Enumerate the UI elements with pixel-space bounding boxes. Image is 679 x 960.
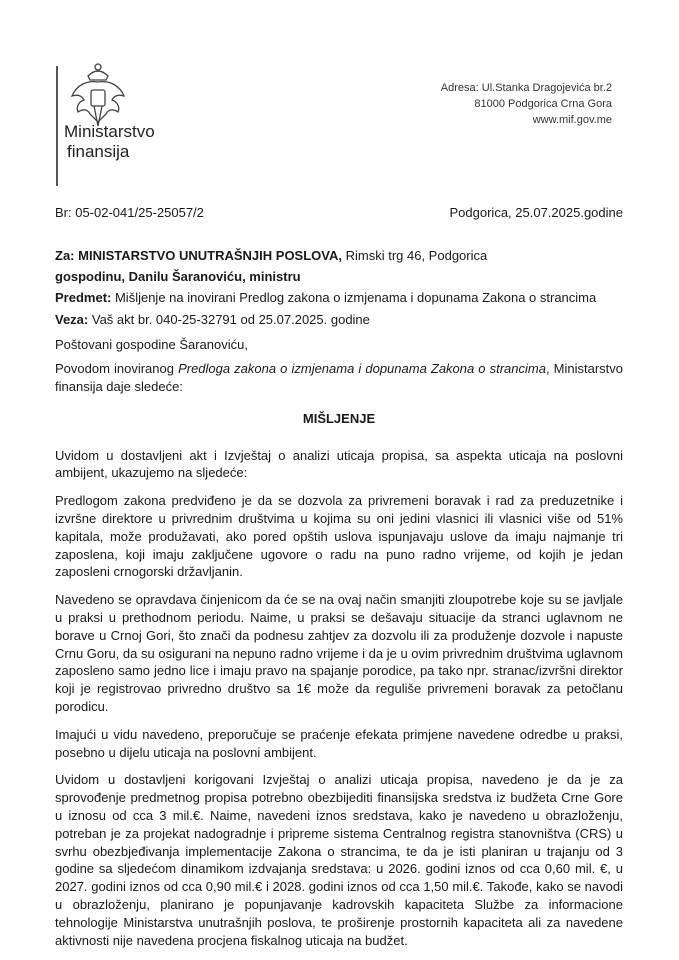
intro-after: , Ministarstvo finansija daje sledeće: — [55, 361, 624, 395]
paragraph: Navedeno se opravdava činjenicom da će se na ovaj način smanjiti zloupotrebe koje su se javljale u praksi u prethodnom periodu. Naime, u praksi se dešavaju situacije da stranci uglavnom ne borave u Crnoj Gori, što znači da podnesu zahtjev za dozvolu ili za produženje dozvole i napuste Crnu Goru, da su osigurani na nepuno radno vrijeme i da je u ovim privrednim društvima uglavnom zaposleno samo jedno lice i imaju pravo na spajanje porodice, pa tako npr. stranac/izvršni direktor koji je registrovao privredno društvo sa 1€ može da reguliše privremeni boravak za petočlanu porodicu. — [55, 592, 623, 715]
reference-link-line — [55, 311, 623, 329]
paragraph: Uvidom u dostavljeni akt i Izvještaj o analizi uticaja propisa, sa aspekta uticaja na poslovni ambijent, ukazujemo na sljedeće: — [55, 447, 623, 481]
address-block — [441, 80, 612, 128]
subject-label: Predmet: — [55, 290, 112, 306]
intro-paragraph — [55, 360, 623, 396]
intro-before: Povodom inoviranog — [55, 361, 179, 377]
coat-of-arms-icon — [68, 62, 128, 128]
paragraph: Predlogom zakona predviđeno je da se dozvola za privremeni boravak i rad za preduzetnike i izvršne direktore u privrednim društvima u kojima su oni jedini vlasnici ili vlasnici više od 51% kapitala, može produžavati, ako pored opštih uslova ispunjavaju uslove da imaju najmanje tri zaposlena, koji imaju zaključene ugovore o radu na puno radno vrijeme, od kojih je jedan zaposleni crnogorski državljanin. — [55, 493, 623, 580]
veza-text: Vaš akt br. 040-25-32791 od 25.07.2025. godine — [88, 311, 370, 327]
ministry-name-line2: finansija — [67, 142, 130, 161]
za-label: Za: — [55, 247, 75, 263]
reference-number: Br: 05-02-041/25-25057/2 — [55, 205, 204, 220]
ministry-name-line1: Ministarstvo — [64, 122, 155, 141]
letter-body — [55, 204, 623, 959]
reference-line — [55, 204, 623, 222]
place-date: Podgorica, 25.07.2025.godine — [449, 205, 623, 220]
recipient-address: Rimski trg 46, Podgorica — [342, 247, 488, 263]
letterhead-rule — [56, 66, 58, 186]
subject-line — [55, 289, 623, 307]
subject-text: Mišljenje na inovirani Predlog zakona o izmjenama i dopunama Zakona o strancima — [111, 290, 597, 306]
recipient-line — [55, 247, 623, 265]
salutation: Poštovani gospodine Šaranoviću, — [55, 337, 248, 353]
website-link[interactable]: www.mif.gov.me — [532, 114, 612, 126]
address-city: 81000 Podgorica Crna Gora — [474, 98, 612, 110]
paragraph: Imajući u vidu navedeno, preporučuje se praćenje efekata primjene navedene odredbe u praksi, posebno u dijelu uticaja na poslovni ambijent. — [55, 726, 623, 760]
document-heading: MIŠLJENJE — [302, 410, 376, 426]
recipient-org: MINISTARSTVO UNUTRAŠNJIH POSLOVA, — [78, 247, 342, 263]
recipient-person: gospodinu, Danilu Šaranoviću, ministru — [55, 269, 301, 285]
address-street: Adresa: Ul.Stanka Dragojevića br.2 — [440, 82, 612, 94]
paragraph: Uvidom u dostavljeni korigovani Izvještaj o analizi uticaja propisa, navedeno je da je za sprovođenje predmetnog propisa potrebno obezbijediti finansijska sredstva iz budžeta Crne Gore u iznosu od cca 3 mil.€. Naime, navedeni iznos sredstava, kako je navedeno u obrazloženju, potreban je za projekat nadogradnje i pripreme sistema Centralnog registra stanovništva (CRS) u svrhu obezbjeđivanja implementacije Zakona o strancima, te da je isti planiran u trajanju od 3 godine sa sljedećom dinamikom izdvajanja sredstava: u 2026. godini iznos od cca 0,60 mil. €, u 2027. godini iznos od cca 0,90 mil.€ i 2028. godini iznos od cca 1,50 mil.€. Takođe, kako se navodi u obrazloženju, planirano je popunjavanje kadrovskih kapaciteta Službe za informacione tehnologije Ministarstva unutrašnjih poslova, te proširenje prostornih kapaciteta ali za navedene aktivnosti nije navedena procjena fiskalnog uticaja na budžet. — [55, 772, 623, 948]
veza-label: Veza: — [55, 311, 89, 327]
ministry-name — [64, 122, 155, 162]
intro-italic: Predloga zakona o izmjenama i dopunama Zakona o strancima — [178, 361, 546, 377]
